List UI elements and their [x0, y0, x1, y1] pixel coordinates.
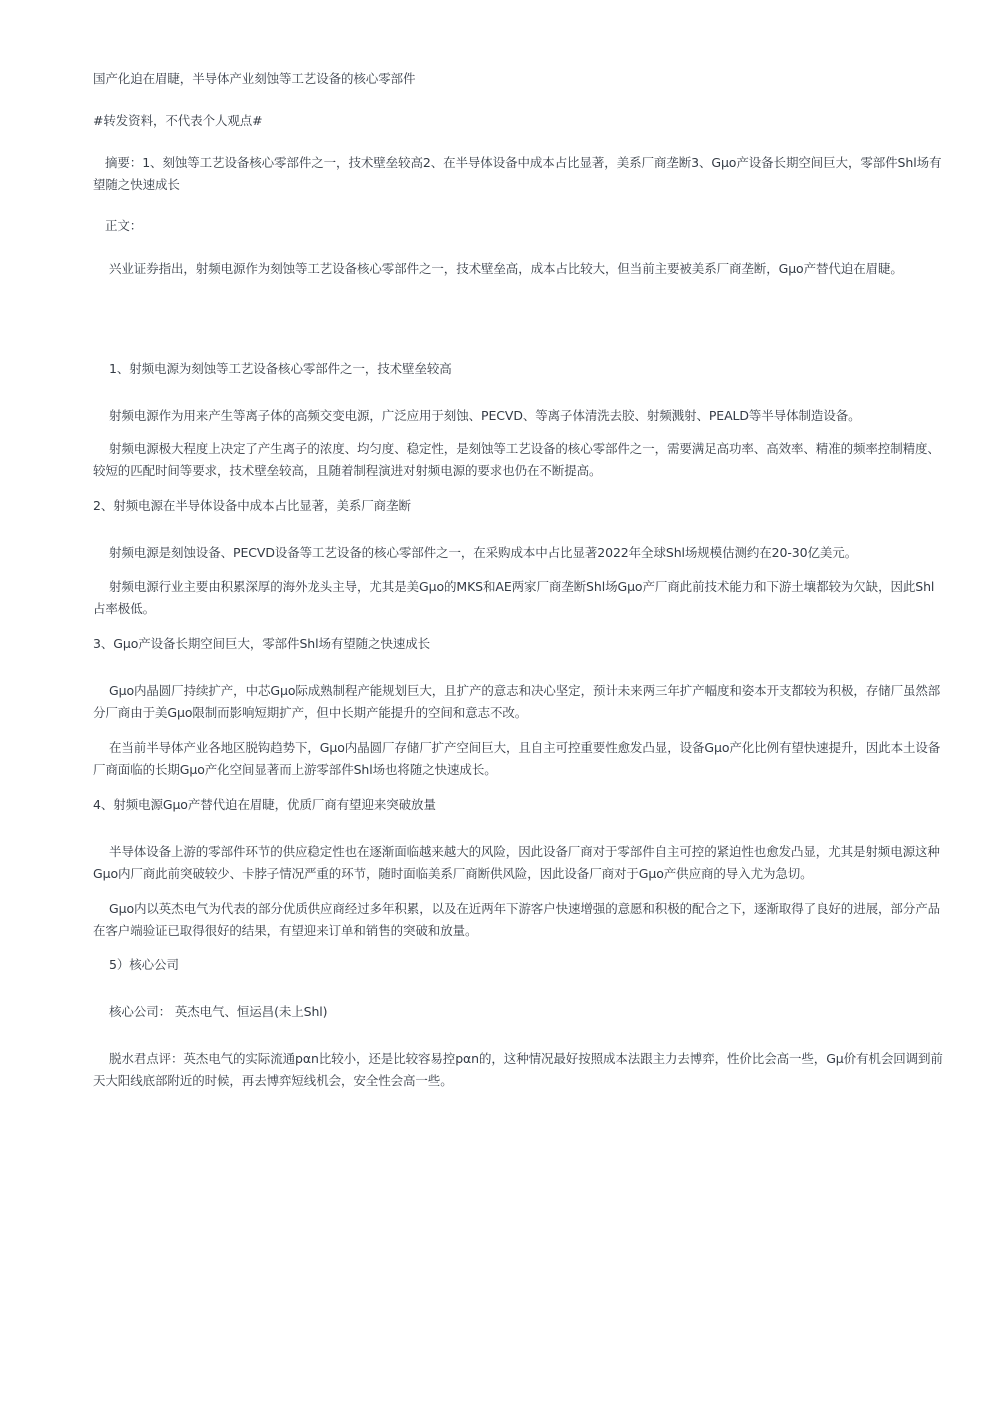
summary-paragraph: 摘要：1、刻蚀等工艺设备核心零部件之一，技术壁垒较高2、在半导体设备中成本占比显著，美系厂商垄断3、Gμo产设备长期空间巨大，零部件Shl场有望随之快速成长: [93, 155, 942, 192]
document-title: 国产化迫在眉睫，半导体产业刻蚀等工艺设备的核心零部件: [93, 71, 416, 86]
section-2-heading: 2、射频电源在半导体设备中成本占比显著，美系厂商垄断: [93, 498, 411, 513]
section-4-paragraph-2: Gμo内以英杰电气为代表的部分优质供应商经过多年积累，以及在近两年下游客户快速增强的意愿和积极的配合之下，逐渐取得了良好的进展，部分产品在客户端验证已取得很好的结果，有望迎来订单和销售的突破和放量。: [93, 901, 940, 938]
editor-comment: 脱水君点评：英杰电气的实际流通pαn比较小，还是比较容易控pαn的，这种情况最好按照成本法跟主力去博弈，性价比会高一些，Gμ价有机会回调到前天大阳线底部附近的时候，再去博弈短线机会，安全性会高一些。: [93, 1051, 943, 1088]
section-4-heading: 4、射频电源Gμo产替代迫在眉睫，优质厂商有望迎来突破放量: [93, 797, 436, 812]
section-3-paragraph-2: 在当前半导体产业各地区脱钩趋势下，Gμo内晶圆厂存储厂扩产空间巨大，且自主可控重要性愈发凸显，设备Gμo产化比例有望快速提升，因此本土设备厂商面临的长期Gμo产化空间显著而上游零部件Shl场也将随之快速成长。: [93, 740, 941, 777]
repost-note: #转发资料，不代表个人观点#: [93, 113, 263, 128]
section-1-paragraph-1: 射频电源作为用来产生等离子体的高频交变电源，广泛应用于刻蚀、PECVD、等离子体清洗去胶、射频溅射、PEALD等半导体制造设备。: [109, 408, 861, 423]
section-5-heading: 5）核心公司: [109, 957, 179, 972]
section-2-paragraph-2: 射频电源行业主要由积累深厚的海外龙头主导，尤其是美Gμo的MKS和AE两家厂商垄断Shl场Gμo产厂商此前技术能力和下游土壤都较为欠缺，因此Shl占率极低。: [93, 579, 935, 616]
body-label: 正文：: [105, 218, 143, 233]
section-1-heading: 1、射频电源为刻蚀等工艺设备核心零部件之一，技术壁垒较高: [109, 361, 452, 376]
section-3-heading: 3、Gμo产设备长期空间巨大，零部件Shl场有望随之快速成长: [93, 636, 431, 651]
section-3-paragraph-1: Gμo内晶圆厂持续扩产，中芯Gμo际成熟制程产能规划巨大，且扩产的意志和决心坚定，预计未来两三年扩产幅度和姿本开支都较为积极，存储厂虽然部分厂商由于美Gμo限制而影响短期扩产，但中长期产能提升的空间和意志不改。: [93, 683, 941, 720]
core-companies: 核心公司： 英杰电气、恒运昌(未上Shl): [109, 1004, 328, 1019]
section-4-paragraph-1: 半导体设备上游的零部件环节的供应稳定性也在逐渐面临越来越大的风险，因此设备厂商对于零部件自主可控的紧迫性也愈发凸显，尤其是射频电源这种Gμo内厂商此前突破较少、卡脖子情况严重的环节，随时面临美系厂商断供风险，因此设备厂商对于Gμo产供应商的导入尤为急切。: [93, 844, 940, 881]
intro-paragraph: 兴业证券指出，射频电源作为刻蚀等工艺设备核心零部件之一，技术壁垒高，成本占比较大，但当前主要被美系厂商垄断，Gμo产替代迫在眉睫。: [109, 261, 903, 276]
section-2-paragraph-1: 射频电源是刻蚀设备、PECVD设备等工艺设备的核心零部件之一，在采购成本中占比显著2022年全球Shl场规模估测约在20-30亿美元。: [109, 545, 858, 560]
section-1-paragraph-2: 射频电源极大程度上决定了产生离子的浓度、均匀度、稳定性，是刻蚀等工艺设备的核心零部件之一，需要满足高功率、高效率、精准的频率控制精度、较短的匹配时间等要求，技术壁垒较高，且随着制程演进对射频电源的要求也仍在不断提高。: [93, 441, 940, 478]
